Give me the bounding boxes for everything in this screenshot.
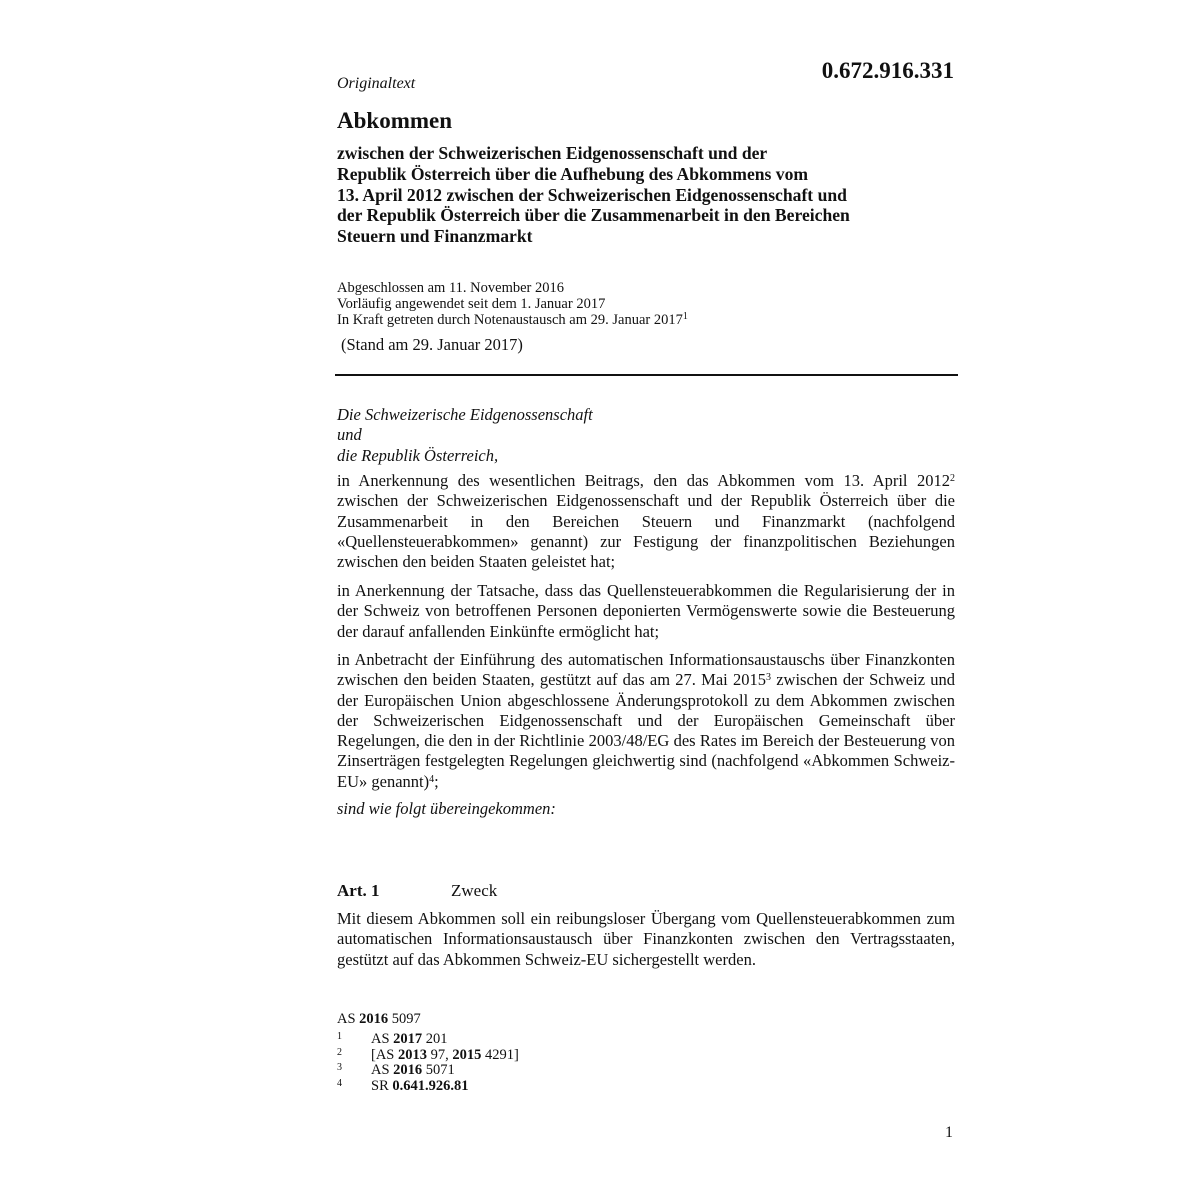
as-prefix: AS (337, 1011, 360, 1027)
subtitle-line: der Republik Österreich über die Zusammenarbeit in den Bereichen (337, 205, 850, 226)
subtitle-line: Republik Österreich über die Aufhebung des Abkommens vom (337, 163, 809, 184)
party-line: Die Schweizerische Eidgenossenschaft (337, 405, 593, 424)
footnote-text-part: AS (371, 1062, 394, 1078)
in-force-text: In Kraft getreten durch Notenaustausch am 29. Januar 2017 (337, 312, 683, 328)
footnote-text-part: 2017 (393, 1031, 423, 1047)
footnote-text (371, 1079, 469, 1095)
divider-rule (335, 374, 958, 376)
article-title: Zweck (451, 881, 498, 900)
in-force-date (337, 312, 688, 328)
contracting-parties (337, 405, 593, 466)
preamble-paragraph-2: in Anerkennung der Tatsache, dass das Quellensteuerabkommen die Regularisierung der in der Schweiz von betroffenen Personen deponierten Vermögenswerte sowie die Besteuerung der darauf anfallenden Einkünfte ermöglicht hat; (337, 581, 955, 641)
article-number: Art. 1 (337, 881, 380, 900)
party-line: die Republik Österreich, (337, 445, 499, 465)
agreed-clause: sind wie folgt übereingekommen: (337, 799, 556, 818)
paragraph-text: zwischen der Schweizerischen Eidgenossenschaft und der Republik Österreich über die Zusammenarbeit in den Bereichen Steuern und Finanzmarkt (nachfolgend «Quellensteuerabkommen» genannt) zur Festigung der finanzpolitischen Beziehungen zwischen den beiden Staaten geleistet hat; (337, 491, 955, 572)
document-subtitle (337, 143, 957, 247)
paragraph-text: ; (434, 771, 439, 791)
as-page: 5097 (388, 1011, 421, 1027)
subtitle-line: zwischen der Schweizerischen Eidgenossenschaft und der (337, 143, 768, 163)
footnote-text-part: SR (371, 1077, 393, 1094)
preamble-paragraph-1 (337, 471, 955, 572)
as-reference (337, 1011, 421, 1028)
subtitle-line: 13. April 2012 zwischen der Schweizerischen Eidgenossenschaft und (337, 184, 847, 205)
document-title: Abkommen (337, 108, 453, 133)
footnote-ref[interactable]: 4 (429, 773, 435, 785)
footnote-number: 1 (337, 1031, 342, 1042)
status-date: (Stand am 29. Januar 2017) (341, 335, 523, 354)
footnote-text (371, 1032, 448, 1048)
paragraph-text: in Anbetracht der Einführung des automatischen Informationsaustauschs über Finanzkonten zwischen den beiden Staaten, gestützt auf das am 27. Mai 2015 (337, 650, 955, 690)
concluded-date: Abgeschlossen am 11. November 2016 (337, 280, 564, 296)
article-text: Mit diesem Abkommen soll ein reibungsloser Übergang vom Quellensteuerabkommen zum automatischen Informationsaustausch über Finanzkonten zwischen den Vertragsstaaten, gestützt auf das Abkommen Schweiz-EU sichergestellt werden. (337, 909, 955, 969)
sr-number: 0.672.916.331 (821, 58, 954, 83)
document-dates (337, 280, 688, 328)
footnote-text (371, 1063, 455, 1079)
footnote-text-part: 2015 (452, 1046, 482, 1063)
paragraph-text: zwischen der Schweiz und der Europäischen Union abgeschlossene Änderungsprotokoll zu dem Abkommen zwischen der Schweizerischen Eidgenossenschaft und der Europäischen Gemeinschaft über Regelungen, die den in der Richtlinie 2003/48/EG des Rates im Bereich der Besteuerung von Zinserträgen festgelegten Regelungen gleichwertig sind (nachfolgend «Abkommen Schweiz-EU» genannt) (337, 670, 956, 791)
preamble-paragraph-3 (337, 650, 955, 792)
footnote-text-part: AS (371, 1031, 394, 1047)
footnote-text-part: 97, (427, 1046, 453, 1063)
original-text-label: Originaltext (337, 75, 416, 92)
footnote-number: 2 (337, 1046, 342, 1058)
provisional-date: Vorläufig angewendet seit dem 1. Januar 2017 (337, 296, 606, 312)
as-year: 2016 (359, 1011, 389, 1027)
footnote-text-part: 5071 (422, 1062, 455, 1078)
footnote-text-part: 0.641.926.81 (392, 1077, 469, 1094)
subtitle-line: Steuern und Finanzmarkt (337, 226, 533, 247)
footnote-text-part: 2016 (393, 1062, 423, 1078)
footnote-text-part: 201 (422, 1031, 448, 1047)
footnote-text-part: 4291] (481, 1046, 519, 1063)
footnote-text (371, 1048, 519, 1064)
footnote-ref[interactable]: 2 (950, 473, 955, 484)
footnote-text-part: [AS (371, 1046, 398, 1063)
party-line: und (337, 425, 362, 445)
footnote-ref[interactable]: 1 (682, 311, 688, 322)
paragraph-text: in Anerkennung des wesentlichen Beitrags, den das Abkommen vom 13. April 2012 (337, 471, 950, 490)
page-number: 1 (945, 1124, 953, 1141)
footnote-ref[interactable]: 3 (765, 672, 771, 684)
footnote-number: 4 (337, 1077, 342, 1089)
footnote-number: 3 (337, 1062, 342, 1073)
footnote-text-part: 2013 (398, 1046, 427, 1063)
